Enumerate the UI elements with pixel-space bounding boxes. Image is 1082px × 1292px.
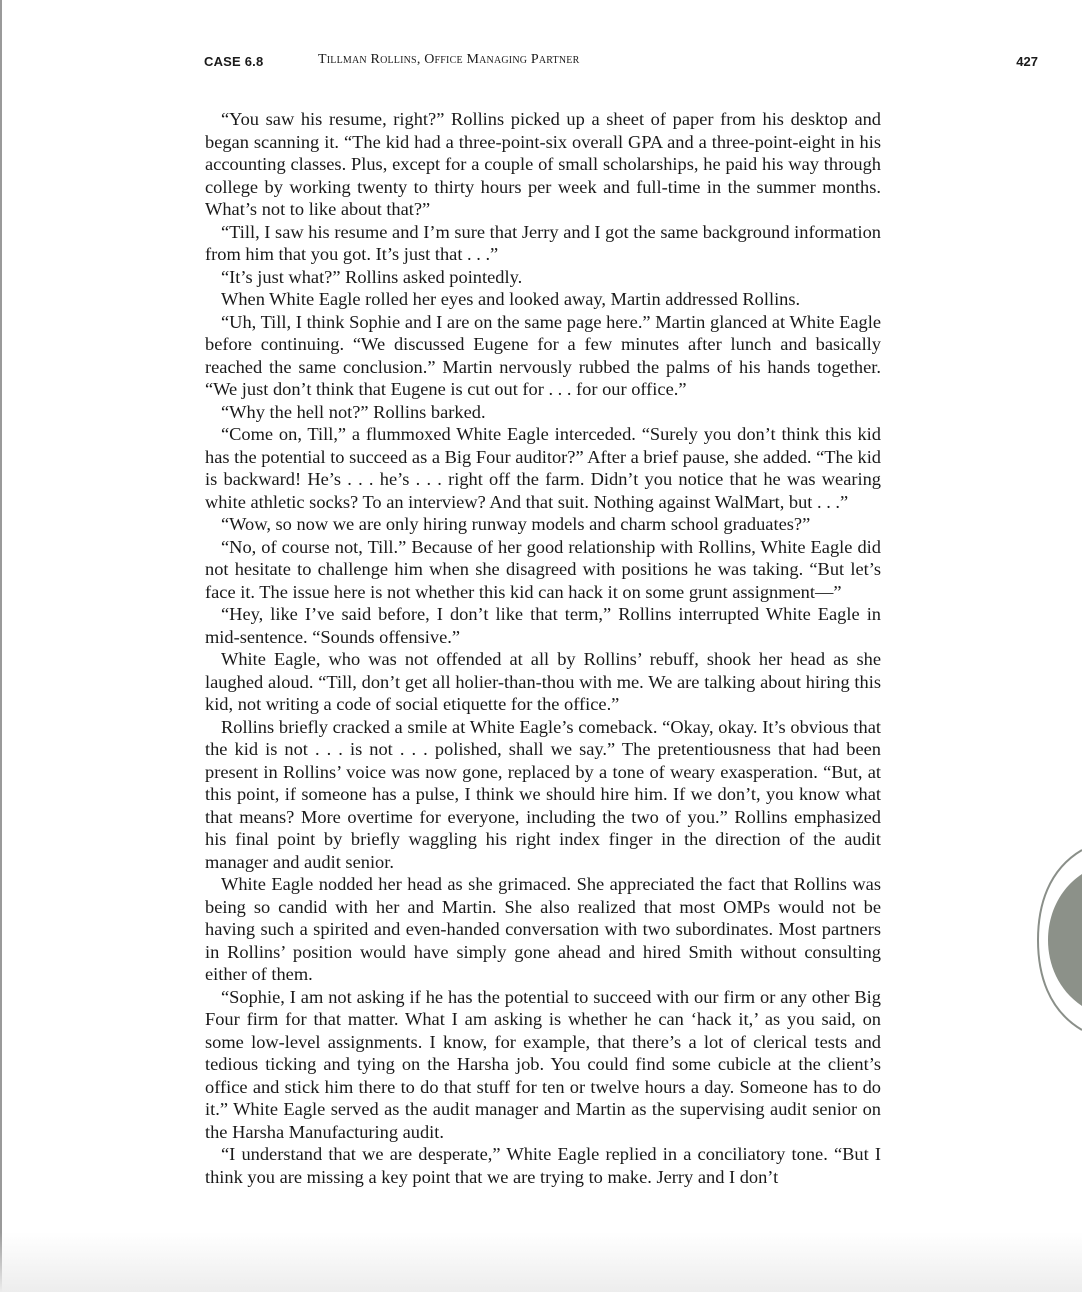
paragraph: White Eagle nodded her head as she grimaced. She appreciated the fact that Rollins was being so candid with her and Martin. She also realized that most OMPs would not be having such a spirited and even-handed conversation with two subordinates. Most partners in Rollins’ position would have simply gone ahead and hired Smith without consulting either of them. [205,874,881,984]
paragraph: Rollins briefly cracked a smile at White Eagle’s comeback. “Okay, okay. It’s obvious that the kid is not . . . is not . . . polished, shall we say.” The pretentiousness that had been present in Rollins’ voice was now gone, replaced by a tone of weary exasperation. “But, at this point, if someone has a pulse, I think we should hire him. If we don’t, you know what that means? More overtime for everyone, including the two of you.” Rollins emphasized his final point by briefly waggling his right index finger in the direction of the audit manager and audit senior. [205,716,881,872]
paragraph: “I understand that we are desperate,” White Eagle replied in a conciliatory tone. “But I think you are missing a key point that we are trying to make. Jerry and I don’t [205,1144,881,1187]
paragraph: “No, of course not, Till.” Because of her good relationship with Rollins, White Eagle did not hesitate to challenge him when she disagreed with positions he was taking. “But let’s face it. The issue here is not whether this kid can hack it on some grunt assignment—” [205,536,881,602]
paragraph: “It’s just what?” Rollins asked pointedly. [221,266,523,287]
page-left-edge [0,0,2,1292]
case-label: CASE 6.8 [204,54,264,69]
paragraph: When White Eagle rolled her eyes and looked away, Martin addressed Rollins. [221,289,801,309]
running-title: Tillman Rollins, Office Managing Partner [318,52,580,67]
paragraph: “Sophie, I am not asking if he has the potential to succeed with our firm or any other Big Four firm for that matter. What I am asking is whether he can ‘hack it,’ as you said, on some low-level assignments. I know, for example, that there’s a lot of clerical tests and tedious ticking and tying on the Harsha job. You could find some cubicle at the client’s office and stick him there to do that stuff for ten or twelve hours a day. Someone has to do it.” White Eagle served as the audit manager and Martin as the supervising audit senior on the Harsha Manufacturing audit. [205,986,881,1142]
page-bottom-shadow [0,1232,1082,1292]
body-text [205,108,881,1188]
paragraph: “Why the hell not?” Rollins barked. [221,401,486,422]
paragraph: “Uh, Till, I think Sophie and I are on the same page here.” Martin glanced at White Eagle before continuing. “We discussed Eugene for a few minutes after lunch and basically reached the same conclusion.” Martin nervously rubbed the palms of his hands together. “We just don’t think that Eugene is cut out for . . . for our office.” [205,311,881,399]
page-number: 427 [1016,54,1038,69]
paragraph: “Wow, so now we are only hiring runway models and charm school graduates?” [221,514,811,534]
running-header [204,52,1038,74]
paragraph: “You saw his resume, right?” Rollins picked up a sheet of paper from his desktop and began scanning it. “The kid had a three-point-six overall GPA and a three-point-eight in his accounting classes. Plus, except for a couple of small scholarships, he paid his way through college by working twenty to thirty hours per week and full-time in the summer months. What’s not to like about that?” [205,109,881,219]
chapter-thumb-tab [1036,848,1082,1032]
paragraph: “Till, I saw his resume and I’m sure that Jerry and I got the same background information from him that you got. It’s just that . . .” [205,221,881,264]
paragraph: “Hey, like I’ve said before, I don’t like that term,” Rollins interrupted White Eagle in mid-sentence. “Sounds offensive.” [205,604,881,647]
paragraph: “Come on, Till,” a flummoxed White Eagle interceded. “Surely you don’t think this kid has the potential to succeed as a Big Four auditor?” After a brief pause, she added. “The kid is backward! He’s . . . he’s . . . right off the farm. Didn’t you notice that he was wearing white athletic socks? To an interview? And that suit. Nothing against WalMart, but . . .” [205,424,881,512]
paragraph: White Eagle, who was not offended at all by Rollins’ rebuff, shook her head as she laughed aloud. “Till, don’t get all holier-than-thou with me. We are talking about hiring this kid, not writing a code of social etiquette for the office.” [205,649,881,714]
